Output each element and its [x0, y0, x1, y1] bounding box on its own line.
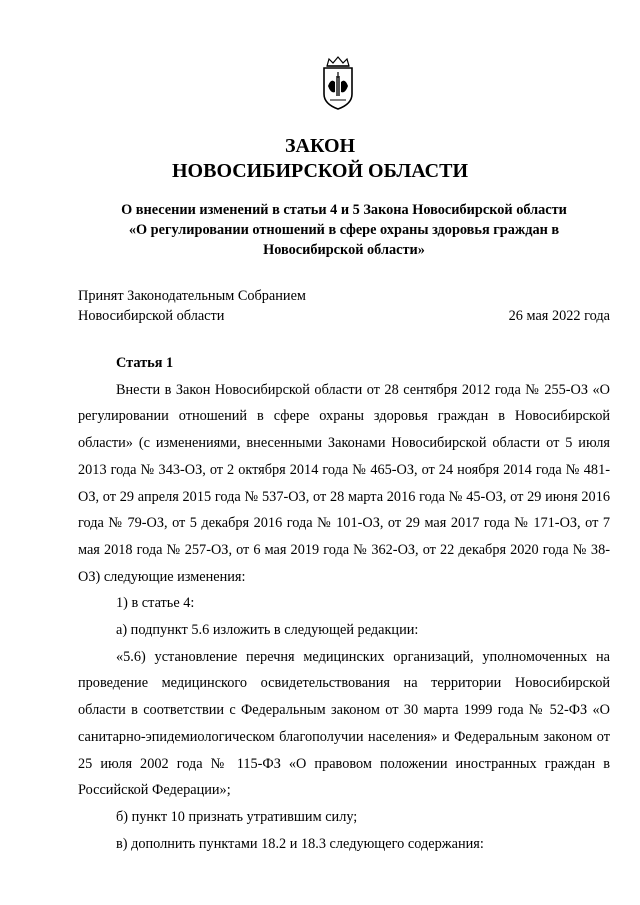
paragraph: Внести в Закон Новосибирской области от 28 сентября 2012 года № 255-ОЗ «О регулировании отношений в сфере охраны здоровья граждан в Новосибирской области» (с изменениями, внесенными Законами Новосибирской области от 5 июля 2013 года № 343-ОЗ, от 2 октября 2014 года № 465-ОЗ, от 24 ноября 2014 года № 481-ОЗ, от 29 апреля 2015 года № 537-ОЗ, от 28 марта 2016 года № 45-ОЗ, от 29 июня 2016 года № 79-ОЗ, от 5 декабря 2016 года № 101-ОЗ, от 29 мая 2017 года № 171-ОЗ, от 7 мая 2018 года № 257-ОЗ, от 6 мая 2019 года № 362-ОЗ, от 22 декабря 2020 года № 38-ОЗ) следующие изменения: [78, 381, 610, 585]
paragraph: «5.6) установление перечня медицинских организаций, уполномоченных на проведение медицинского освидетельствования на территории Новосибирской области в соответствии с Федеральным законом от 30 марта 1999 года № 52-ФЗ «О санитарно-эпидемиологическом благополучии населения» и Федеральным законом от 25 июля 2002 года № 115-ФЗ «О правовом положении иностранных граждан в Российской Федерации»; [78, 648, 610, 799]
document-subtitle [78, 200, 610, 260]
paragraph: а) подпункт 5.6 изложить в следующей редакции: [116, 622, 419, 639]
subtitle-line-3: Новосибирской области» [263, 242, 425, 258]
subtitle-line-1: О внесении изменений в статьи 4 и 5 Закона Новосибирской области [121, 202, 567, 218]
adoption-date: 26 мая 2022 года [508, 308, 610, 324]
adoption-line-2: Новосибирской области [78, 308, 225, 324]
paragraph: в) дополнить пунктами 18.2 и 18.3 следующего содержания: [116, 835, 484, 852]
adoption-note [78, 286, 306, 326]
adoption-line-1: Принят Законодательным Собранием [78, 288, 306, 304]
article-heading: Статья 1 [116, 355, 174, 371]
document-title-line-2: НОВОСИБИРСКОЙ ОБЛАСТИ [171, 160, 469, 182]
paragraph: б) пункт 10 признать утратившим силу; [116, 808, 358, 825]
document-body [78, 350, 610, 857]
coat-of-arms-icon [318, 56, 358, 114]
paragraph: 1) в статье 4: [116, 595, 195, 612]
document-title-line-1: ЗАКОН [284, 135, 356, 157]
subtitle-line-2: «О регулировании отношений в сфере охраны здоровья граждан в [128, 222, 560, 238]
